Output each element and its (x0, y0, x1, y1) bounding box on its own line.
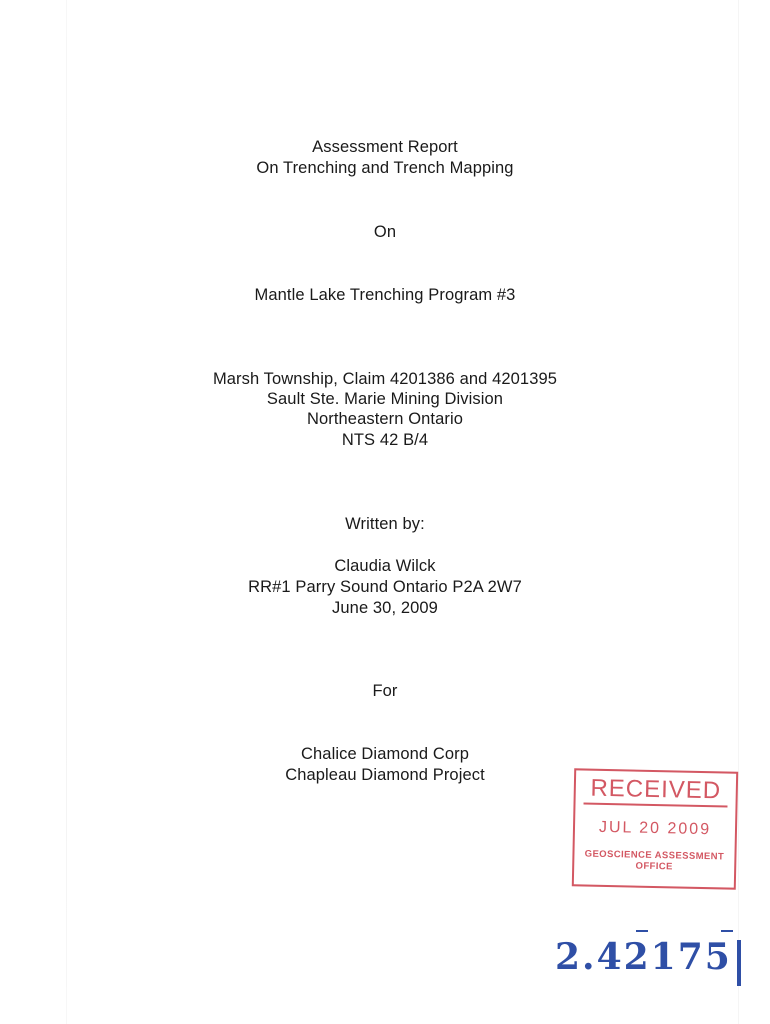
location-division: Sault Ste. Marie Mining Division (266, 390, 504, 408)
received-stamp (572, 768, 738, 889)
report-date: June 30, 2009 (332, 599, 438, 617)
author-address: RR#1 Parry Sound Ontario P2A 2W7 (248, 578, 522, 596)
client-project: Chapleau Diamond Project (285, 766, 485, 784)
program-name: Mantle Lake Trenching Program #3 (254, 286, 516, 304)
stamp-office (574, 848, 734, 873)
on-label: On (373, 223, 397, 241)
client-company: Chalice Diamond Corp (301, 745, 469, 763)
written-by-label: Written by: (345, 515, 425, 533)
location-nts: NTS 42 B/4 (341, 431, 429, 449)
stamp-office-line1: GEOSCIENCE ASSESSMENT (584, 848, 725, 863)
stamp-heading: RECEIVED (583, 775, 728, 808)
stamp-date: JUL 20 2009 (598, 818, 712, 839)
location-region: Northeastern Ontario (306, 410, 464, 428)
report-title: Assessment Report (312, 138, 458, 156)
file-number: 2.42175 (555, 936, 732, 978)
file-number-tick (721, 930, 733, 932)
location-claims: Marsh Township, Claim 4201386 and 4201395 (212, 370, 558, 388)
file-number-tick (636, 930, 648, 932)
report-subtitle: On Trenching and Trench Mapping (256, 159, 514, 177)
stamp-office-line2: OFFICE (635, 860, 673, 873)
author-name: Claudia Wilck (334, 557, 436, 575)
for-label: For (372, 682, 398, 700)
file-number-mark (737, 940, 741, 986)
